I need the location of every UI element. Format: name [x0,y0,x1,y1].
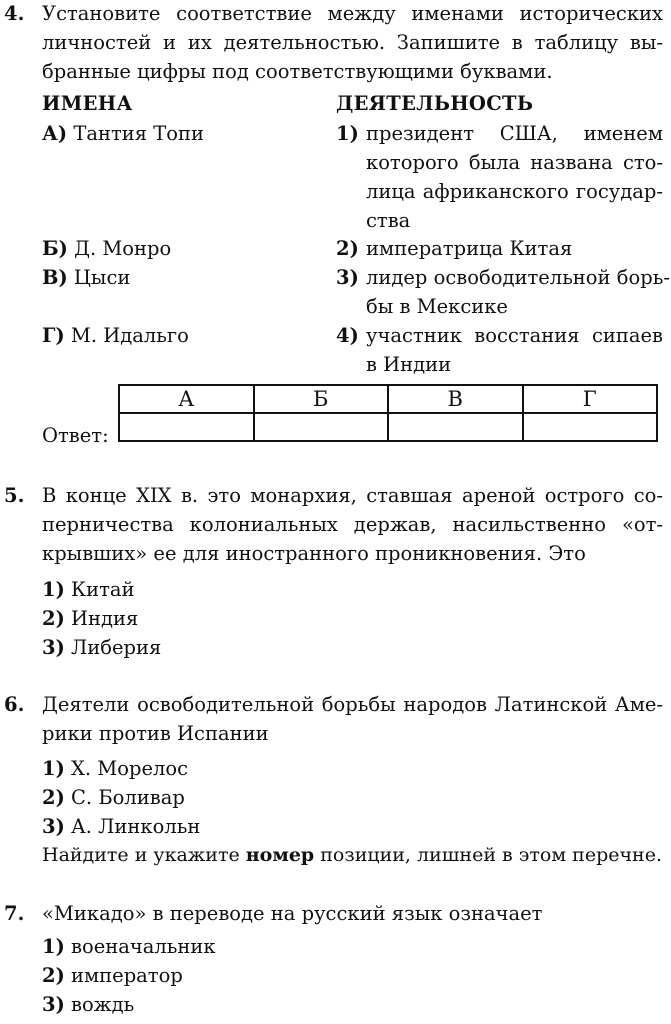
answer-option[interactable]: 3) Либерия [42,636,162,659]
activity-line: лидер освободительной борь- [366,266,670,289]
question-text-line: крывших» ее для иностранного проникновения. Это [42,542,586,565]
question-text-line: «Микадо» в переводе на русский язык означает [42,902,543,925]
question-text-line: Установите соответствие между именами исторических [42,2,663,25]
name-item: В) Цыси [42,266,131,289]
question-text-line: рики против Испании [42,722,269,745]
question-text-line: Деятели освободительной борьбы народов Латинской Аме- [42,693,663,716]
answer-label: Ответ: [42,424,109,447]
names-header: ИМЕНА [42,92,133,115]
answer-cell[interactable] [119,413,254,441]
answer-column-header: Г [523,385,658,413]
instruction-text: Найдите и укажите номер позиции, лишней в этом перечне. [42,844,662,866]
question-number: 5. [4,484,25,507]
question-text-line: личностей и их деятельностью. Запишите в таблицу вы- [42,31,663,54]
question-number: 6. [4,693,25,716]
activity-line: которого была названа сто- [366,151,663,174]
activity-number: 3) [336,266,359,289]
answer-cell[interactable] [254,413,389,441]
answer-option[interactable]: 3) вождь [42,993,135,1016]
question-text-line: В конце XIX в. это монархия, ставшая ареной острого со- [42,484,663,507]
question-text-line: перничества колониальных держав, насильственно «от- [42,513,663,536]
activity-line: президент США, именем [366,122,663,145]
activity-line: императрица Китая [366,237,573,260]
answer-option[interactable]: 3) А. Линкольн [42,815,201,838]
activity-line: ства [366,209,411,232]
question-number: 7. [4,902,25,925]
answer-table [118,384,658,442]
question-text-line: бранные цифры под соответствующими буквами. [42,60,553,83]
question-number: 4. [4,2,25,25]
answer-column-header: В [388,385,523,413]
activity-header: ДЕЯТЕЛЬНОСТЬ [336,92,534,115]
name-item: Б) Д. Монро [42,237,172,260]
answer-cell[interactable] [388,413,523,441]
activity-line: бы в Мексике [366,295,508,318]
answer-option[interactable]: 2) Индия [42,607,139,630]
activity-number: 2) [336,237,359,260]
answer-option[interactable]: 2) император [42,964,183,987]
activity-line: участник восстания сипаев [366,324,663,347]
answer-cell[interactable] [523,413,658,441]
activity-number: 1) [336,122,359,145]
activity-number: 4) [336,324,359,347]
answer-option[interactable]: 1) Китай [42,578,135,601]
name-item: А) Тантия Топи [42,122,204,145]
answer-option[interactable]: 1) Х. Морелос [42,757,189,780]
answer-option[interactable]: 1) военачальник [42,935,216,958]
activity-line: лица африканского государ- [366,180,663,203]
answer-column-header: Б [254,385,389,413]
activity-line: в Индии [366,353,452,376]
name-item: Г) М. Идальго [42,324,189,347]
answer-option[interactable]: 2) С. Боливар [42,786,185,809]
answer-column-header: А [119,385,254,413]
